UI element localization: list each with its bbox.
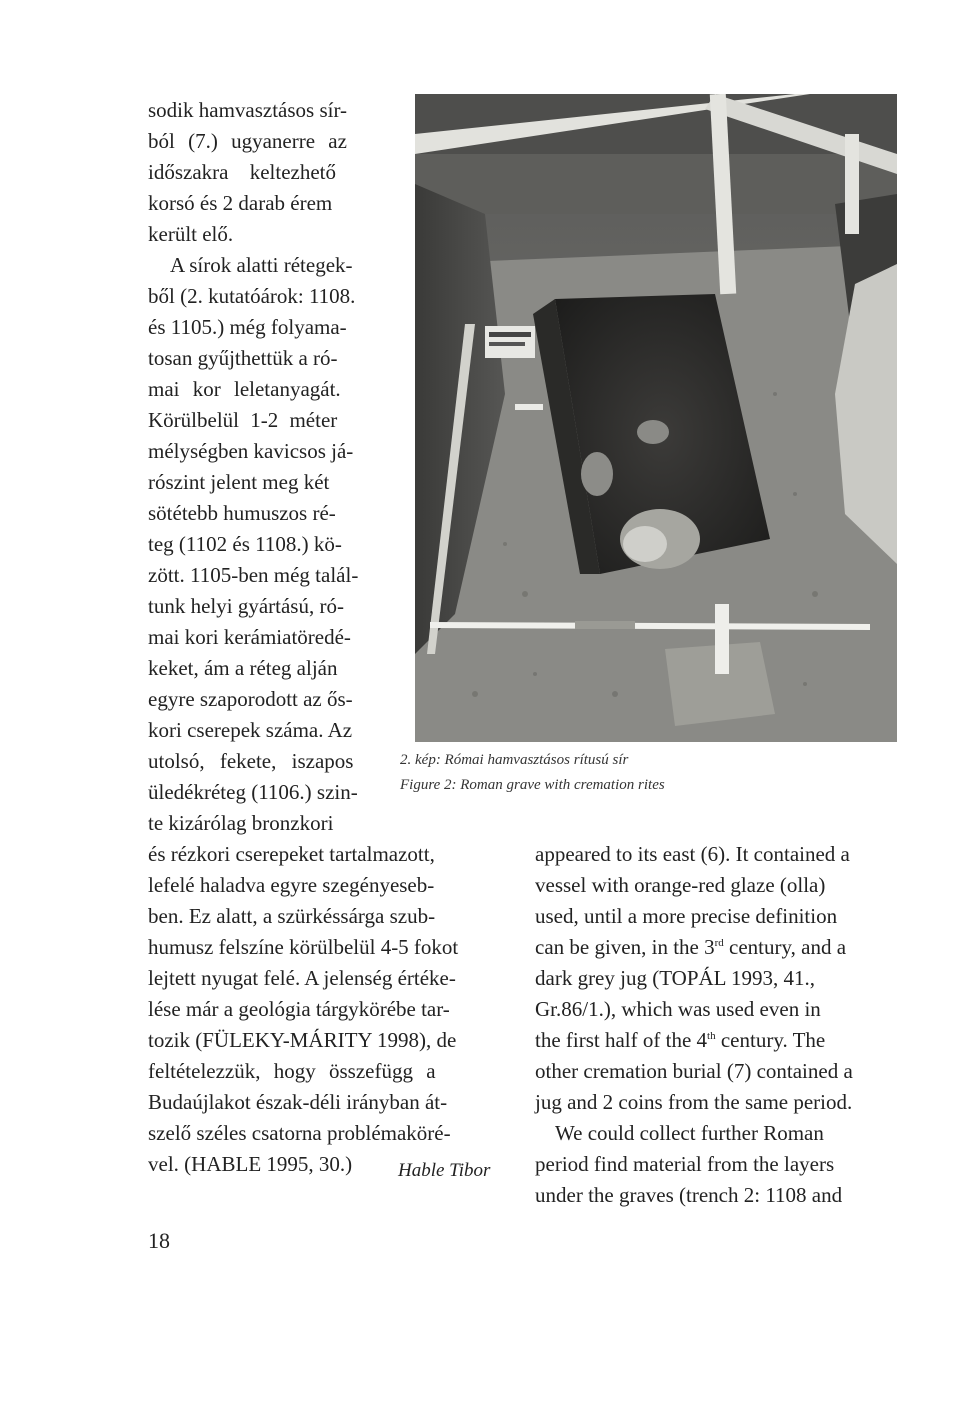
text-line: appeared to its east (6). It contained a (535, 842, 850, 866)
text-line: lefelé haladva egyre szegényeseb- (148, 873, 435, 897)
text-line: te kizárólag bronzkori (148, 811, 334, 835)
text-line: teg (1102 és 1108.) kö- (148, 532, 342, 556)
text-line (535, 937, 846, 958)
text-line: Körülbelül 1-2 méter (148, 408, 338, 432)
text-line: Gr.86/1.), which was used even in (535, 997, 821, 1021)
text-segment: the first half of the 4 (535, 1028, 708, 1052)
text-line: lése már a geológia tárgykörébe tar- (148, 997, 450, 1021)
ordinal-suffix: rd (714, 937, 724, 949)
text-line: mélységben kavicsos já- (148, 439, 354, 463)
text-segment: can be given, in the 3 (535, 935, 715, 959)
text-line: ből (2. kutatóárok: 1108. (148, 284, 356, 308)
caption-hungarian: 2. kép: Római hamvasztásos rítusú sír (400, 752, 629, 768)
text-line: tosan gyűjthettük a ró- (148, 346, 338, 370)
text-line: egyre szaporodott az ős- (148, 687, 353, 711)
text-line: dark grey jug (TOPÁL 1993, 41., (535, 966, 815, 990)
text-line: We could collect further Roman (555, 1121, 824, 1145)
text-line: szelő széles csatorna problémaköré- (148, 1121, 451, 1145)
caption-english: Figure 2: Roman grave with cremation rites (400, 777, 665, 793)
text-line: other cremation burial (7) contained a (535, 1059, 853, 1083)
text-line: időszakra keltezhető (148, 160, 336, 184)
text-line: korsó és 2 darab érem (148, 191, 333, 215)
author-signature: Hable Tibor (398, 1160, 491, 1181)
text-line: és 1105.) még folyama- (148, 315, 347, 339)
text-line (535, 1030, 825, 1051)
text-line: ból (7.) ugyanerre az (148, 129, 347, 153)
text-segment: century, and a (723, 935, 847, 959)
text-line: under the graves (trench 2: 1108 and (535, 1183, 843, 1207)
text-line: A sírok alatti rétegek- (170, 253, 353, 277)
text-line: és rézkori cserepeket tartalmazott, (148, 842, 435, 866)
text-line: feltételezzük, hogy összefügg a (148, 1059, 436, 1083)
text-line: Budaújlakot észak-déli irányban át- (148, 1090, 448, 1114)
text-line: üledékréteg (1106.) szin- (148, 780, 358, 804)
text-line: mai kor leletanyagát. (148, 377, 341, 401)
text-line: lejtett nyugat felé. A jelenség értéke- (148, 966, 456, 990)
text-line: sötétebb humuszos ré- (148, 501, 336, 525)
grave-photo (415, 94, 897, 742)
page-number: 18 (148, 1228, 170, 1253)
text-line: keket, ám a réteg alján (148, 656, 338, 680)
text-line: került elő. (148, 222, 234, 246)
text-line: sodik hamvasztásos sír- (148, 98, 348, 122)
text-line: period find material from the layers (535, 1152, 835, 1176)
text-line: used, until a more precise definition (535, 904, 838, 928)
text-line: rószint jelent meg két (148, 470, 330, 494)
text-line: tozik (FÜLEKY-MÁRITY 1998), de (148, 1028, 457, 1052)
excavation-image (415, 94, 897, 742)
text-line: ben. Ez alatt, a szürkéssárga szub- (148, 904, 436, 928)
text-line: humusz felszíne körülbelül 4-5 fokot (148, 935, 459, 959)
text-line: utolsó, fekete, iszapos (148, 749, 354, 773)
text-line: zött. 1105-ben még talál- (148, 563, 359, 587)
text-line: vel. (HABLE 1995, 30.) (148, 1152, 353, 1176)
text-segment: century. The (715, 1028, 826, 1052)
text-line: kori cserepek száma. Az (148, 718, 353, 742)
text-line: jug and 2 coins from the same period. (535, 1090, 853, 1114)
text-line: vessel with orange-red glaze (olla) (535, 873, 826, 897)
ordinal-suffix: th (707, 1030, 716, 1042)
text-line: tunk helyi gyártású, ró- (148, 594, 344, 618)
text-line: mai kori kerámiatöredé- (148, 625, 351, 649)
